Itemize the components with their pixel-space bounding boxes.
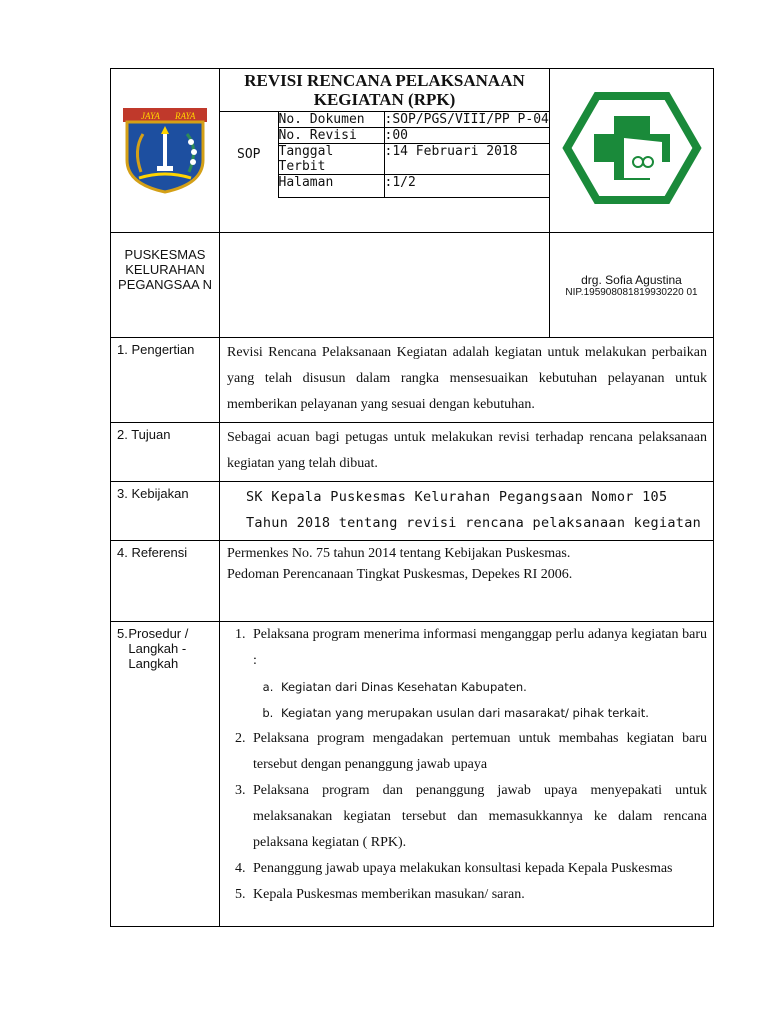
- list-item: 5. Kepala Puskesmas memberikan masukan/ saran.: [249, 882, 707, 908]
- section-text: Revisi Rencana Pelaksanaan Kegiatan adalah kegiatan untuk melakukan perbaikan yang telah disusun dalam rangka mensesuaikan kebutuhan pelayanan untuk memberikan pelayanan yang sesuai dengan kebutuhan.: [220, 338, 714, 423]
- section-label: 3. Kebijakan: [111, 482, 220, 541]
- jakarta-crest-logo: [117, 100, 213, 196]
- section-text: [220, 541, 714, 622]
- left-logo-cell: [111, 69, 220, 233]
- banner-right-text: RAYA: [175, 111, 196, 121]
- list-item: 3. Pelaksana program dan penanggung jawab upaya menyepakati untuk melaksanakan kegiatan tersebut dan memasukkannya ke dalam rencana pelaksana kegiatan ( RPK).: [249, 778, 707, 856]
- section-referensi: [111, 541, 714, 622]
- section-kebijakan: [111, 482, 714, 541]
- doc-number-label: No. Dokumen: [278, 112, 384, 128]
- section-label-text: Prosedur / Langkah - Langkah: [128, 626, 189, 671]
- page-label: Halaman: [278, 175, 384, 198]
- section-label: 4. Referensi: [111, 541, 220, 622]
- org-blank-cell: [220, 233, 550, 338]
- sop-label: SOP: [220, 112, 278, 198]
- section-label: 5. Prosedur / Langkah - Langkah: [111, 622, 220, 927]
- signer-nip: NIP.195908081819930220 01: [565, 286, 698, 298]
- right-logo-cell: [550, 69, 714, 233]
- list-item: b. Kegiatan yang merupakan usulan dari masarakat/ pihak terkait.: [277, 700, 707, 726]
- steps-list: [227, 622, 707, 908]
- org-name: PUSKESMAS KELURAHAN PEGANGSAA N: [111, 233, 220, 338]
- section-prosedur: [111, 622, 714, 927]
- reference-item: Permenkes No. 75 tahun 2014 tentang Kebijakan Puskesmas.: [227, 546, 571, 561]
- issue-date-value: :14 Februari 2018: [384, 144, 549, 175]
- reference-item: Pedoman Perencanaan Tingkat Puskesmas, Depekes RI 2006.: [227, 567, 573, 582]
- sop-document: [110, 68, 713, 927]
- list-item: 4. Penanggung jawab upaya melakukan konsultasi kepada Kepala Puskesmas: [249, 856, 707, 882]
- title-cell: [220, 69, 550, 233]
- section-label: 2. Tujuan: [111, 423, 220, 482]
- section-text: SK Kepala Puskesmas Kelurahan Pegangsaan Nomor 105 Tahun 2018 tentang revisi rencana pelaksanaan kegiatan: [220, 482, 714, 541]
- org-row: [111, 233, 714, 338]
- page-value: :1/2: [384, 175, 549, 198]
- list-item: 1. Pelaksana program menerima informasi menganggap perlu adanya kegiatan baru : a. Kegiatan dari Dinas Kesehatan Kabupaten. b. Kegiatan yang merupakan usulan dari masarakat/ pihak terkait.: [249, 622, 707, 726]
- list-item: 2. Pelaksana program mengadakan pertemuan untuk membahas kegiatan baru tersebut dengan penanggung jawab upaya: [249, 726, 707, 778]
- document-title: REVISI RENCANA PELAKSANAAN KEGIATAN (RPK): [244, 71, 525, 109]
- section-tujuan: [111, 423, 714, 482]
- doc-info-table: [220, 111, 549, 198]
- section-pengertian: [111, 338, 714, 423]
- sop-table: [110, 68, 714, 927]
- banner-left-text: JAYA: [141, 111, 160, 121]
- list-item: a. Kegiatan dari Dinas Kesehatan Kabupaten.: [277, 674, 707, 700]
- revision-value: :00: [384, 128, 549, 144]
- substeps-list: [253, 674, 707, 726]
- signer-name: drg. Sofia Agustina: [581, 272, 682, 287]
- section-text: Sebagai acuan bagi petugas untuk melakukan revisi terhadap rencana pelaksanaan kegiatan yang telah dibuat.: [220, 423, 714, 482]
- doc-number-value: :SOP/PGS/VIII/PP P-04: [384, 112, 549, 127]
- monument-icon: [163, 134, 167, 168]
- procedure-steps: [220, 622, 714, 927]
- puskesmas-logo: [562, 88, 702, 208]
- header-row: [111, 69, 714, 233]
- signer-cell: [550, 233, 714, 338]
- revision-label: No. Revisi: [278, 128, 384, 144]
- section-label: 1. Pengertian: [111, 338, 220, 423]
- issue-date-label: Tanggal Terbit: [278, 144, 384, 175]
